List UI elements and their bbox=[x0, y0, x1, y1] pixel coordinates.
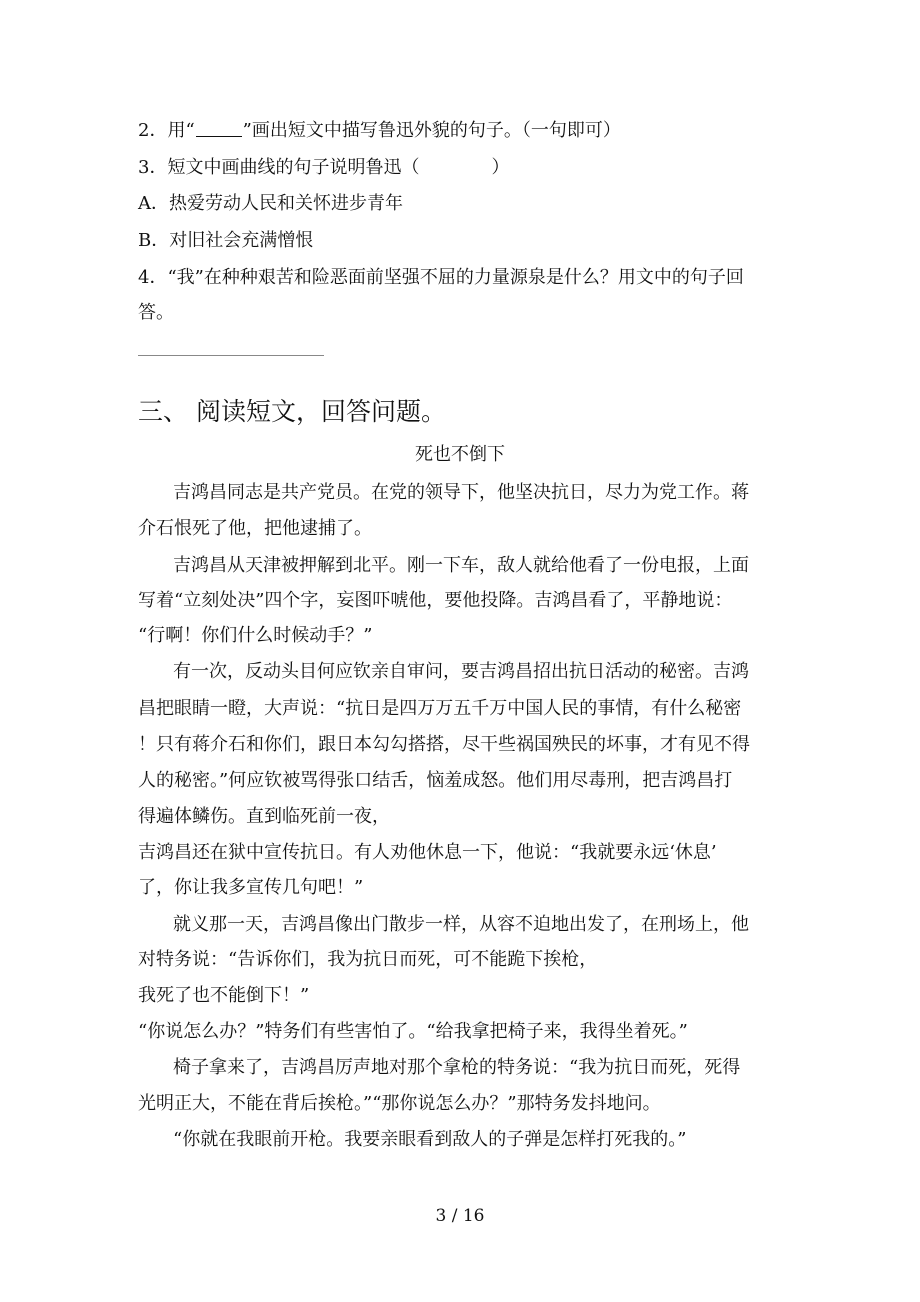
passage-line: 吉鸿昌从天津被押解到北平。刚一下车，敌人就给他看了一份电报，上面 bbox=[173, 555, 749, 576]
passage-line: 就义那一天，吉鸿昌像出门散步一样，从容不迫地出发了，在刑场上，他 bbox=[173, 914, 749, 935]
option-b: B．对旧社会充满憎恨 bbox=[138, 230, 314, 251]
question-4-line-2: 答。 bbox=[138, 302, 174, 323]
passage-line: 写着“立刻处决”四个字，妄图吓唬他，要他投降。吉鸿昌看了，平静地说： bbox=[138, 590, 733, 611]
question-2-text: ”画出短文中描写鲁迅外貌的句子。（一句即可） bbox=[242, 120, 621, 141]
answer-rule bbox=[138, 355, 324, 356]
question-4-line-1: 4．“我”在种种艰苦和险恶面前坚强不屈的力量源泉是什么？用文中的句子回 bbox=[138, 267, 744, 288]
passage-line: 吉鸿昌还在狱中宣传抗日。有人劝他休息一下，他说：“我就要永远‘休息’ bbox=[138, 842, 717, 863]
page-number: 3 / 16 bbox=[435, 1206, 485, 1226]
passage-line: “你说怎么办？”特务们有些害怕了。“给我拿把椅子来，我得坐着死。” bbox=[138, 1021, 688, 1042]
passage-line: 有一次，反动头目何应钦亲自审问，要吉鸿昌招出抗日活动的秘密。吉鸿 bbox=[173, 661, 749, 682]
question-2 bbox=[138, 118, 621, 144]
question-2-prefix: 2．用“ bbox=[138, 120, 195, 141]
passage-line: 椅子拿来了，吉鸿昌厉声地对那个拿枪的特务说：“我为抗日而死，死得 bbox=[173, 1057, 741, 1078]
passage-line: 昌把眼睛一瞪，大声说：“抗日是四万万五千万中国人民的事情，有什么秘密 bbox=[138, 698, 742, 719]
passage-line: 介石恨死了他，把他逮捕了。 bbox=[138, 518, 372, 539]
passage-line: “你就在我眼前开枪。我要亲眼看到敌人的子弹是怎样打死我的。” bbox=[173, 1129, 687, 1150]
answer-blank bbox=[196, 120, 242, 137]
passage-line: 了，你让我多宣传几句吧！” bbox=[138, 877, 364, 898]
question-3: 3．短文中画曲线的句子说明鲁迅（ ） bbox=[138, 157, 510, 178]
option-a: A．热爱劳动人民和关怀进步青年 bbox=[138, 193, 403, 214]
passage-line: 我死了也不能倒下！” bbox=[138, 985, 310, 1006]
passage-line: 人的秘密。”何应钦被骂得张口结舌，恼羞成怒。他们用尽毒刑，把吉鸿昌打 bbox=[138, 770, 733, 791]
passage-line: 吉鸿昌同志是共产党员。在党的领导下，他坚决抗日，尽力为党工作。蒋 bbox=[173, 482, 749, 503]
section-heading: 三、 阅读短文，回答问题。 bbox=[138, 397, 446, 426]
passage-line: “行啊！你们什么时候动手？” bbox=[138, 625, 373, 646]
passage-title: 死也不倒下 bbox=[415, 444, 505, 465]
passage-line: 光明正大，不能在背后挨枪。”“那你说怎么办？”那特务发抖地问。 bbox=[138, 1093, 661, 1114]
passage-line: ！只有蒋介石和你们，跟日本勾勾搭搭，尽干些祸国殃民的坏事，才有见不得 bbox=[138, 734, 750, 755]
passage-line: 得遍体鳞伤。直到临死前一夜， bbox=[138, 806, 390, 827]
passage-line: 对特务说：“告诉你们，我为抗日而死，可不能跪下挨枪， bbox=[138, 949, 598, 970]
